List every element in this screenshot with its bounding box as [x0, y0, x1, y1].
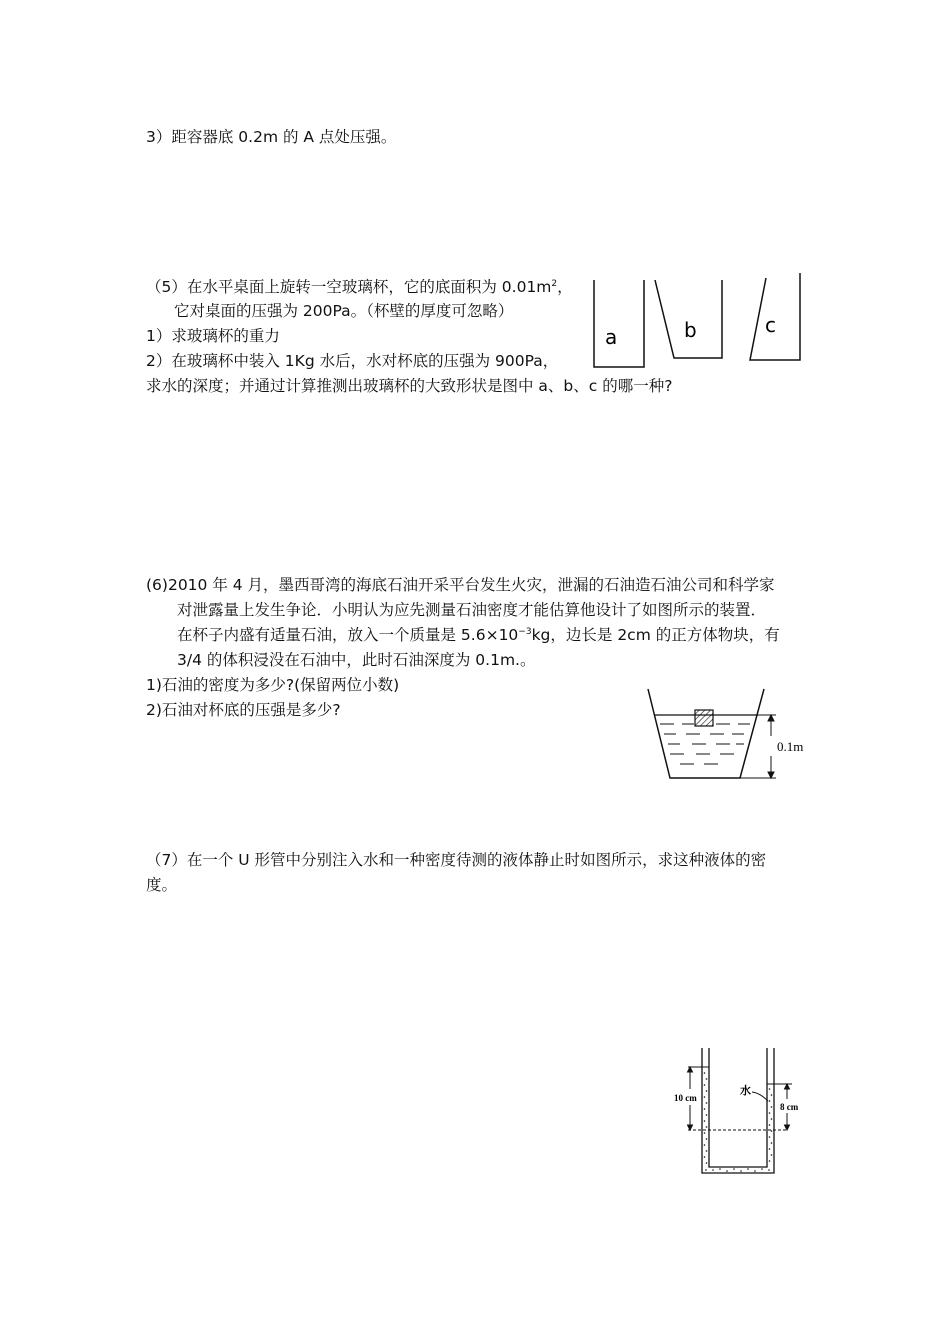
u-tube-figure	[668, 1043, 818, 1183]
q5-sub2: 2）在玻璃杯中装入 1Kg 水后，水对杯底的压强为 900Pa，	[146, 352, 559, 370]
cup-b-label: b	[684, 318, 697, 342]
q6-line3-main: 在杯子内盛有适量石油，放入一个质量是 5.6×10	[177, 626, 519, 644]
cup-a	[594, 280, 644, 367]
q6-line3-end: kg，边长是 2cm 的正方体物块，有	[531, 626, 780, 644]
left-liquid-column	[704, 1072, 708, 1164]
cup-a-label: a	[605, 325, 618, 349]
q7-line2: 度。	[146, 876, 178, 894]
cup-c-label: c	[765, 313, 776, 337]
water-label-pointer	[752, 1092, 768, 1101]
q6-line4: 3/4 的体积浸没在石油中，此时石油深度为 0.1m.。	[177, 651, 536, 669]
glass-cup-shapes-figure	[588, 268, 813, 373]
q6-line3	[177, 623, 780, 647]
q6-line1: (6)2010 年 4 月，墨西哥湾的海底石油开采平台发生火灾，泄漏的石油造石油公司和科学家	[146, 576, 775, 594]
q7-line1: （7）在一个 U 形管中分别注入水和一种密度待测的液体静止时如图所示，求这种液体的密	[146, 851, 767, 869]
q5-line1-end: ，	[557, 278, 573, 296]
bottom-liquid	[705, 1168, 770, 1172]
q6-sub1: 1)石油的密度为多少?(保留两位小数)	[146, 676, 400, 694]
q5-line1-main: （5）在水平桌面上旋转一空玻璃杯，它的底面积为 0.01m	[146, 278, 552, 296]
depth-label: 0.1m	[777, 739, 804, 754]
q5-line1	[146, 275, 573, 299]
q5-sub1: 1）求玻璃杯的重力	[146, 327, 280, 345]
q4-part3-text: 3）距容器底 0.2m 的 A 点处压强。	[146, 128, 397, 146]
u-tube-outline	[702, 1048, 774, 1173]
q5-line2: 它对桌面的压强为 200Pa。（杯壁的厚度可忽略）	[174, 302, 514, 320]
q5-line1-superscript: 2	[551, 279, 558, 289]
q6-line3-superscript: −3	[518, 627, 532, 637]
left-height-label: 10 cm	[674, 1093, 697, 1103]
right-water-column	[769, 1088, 773, 1162]
q6-line2: 对泄露量上发生争论．小明认为应先测量石油密度才能估算他设计了如图所示的装置．	[177, 601, 767, 619]
oil-cup-figure	[640, 684, 810, 784]
hatched-cube-block	[695, 710, 713, 726]
oil-dashes	[660, 724, 750, 764]
q5-sub2-cont: 求水的深度；并通过计算推测出玻璃杯的大致形状是图中 a、b、c 的哪一种?	[146, 377, 673, 395]
water-label: 水	[740, 1085, 751, 1097]
q6-sub2: 2)石油对杯底的压强是多少?	[146, 701, 341, 719]
right-height-label: 8 cm	[780, 1102, 799, 1112]
